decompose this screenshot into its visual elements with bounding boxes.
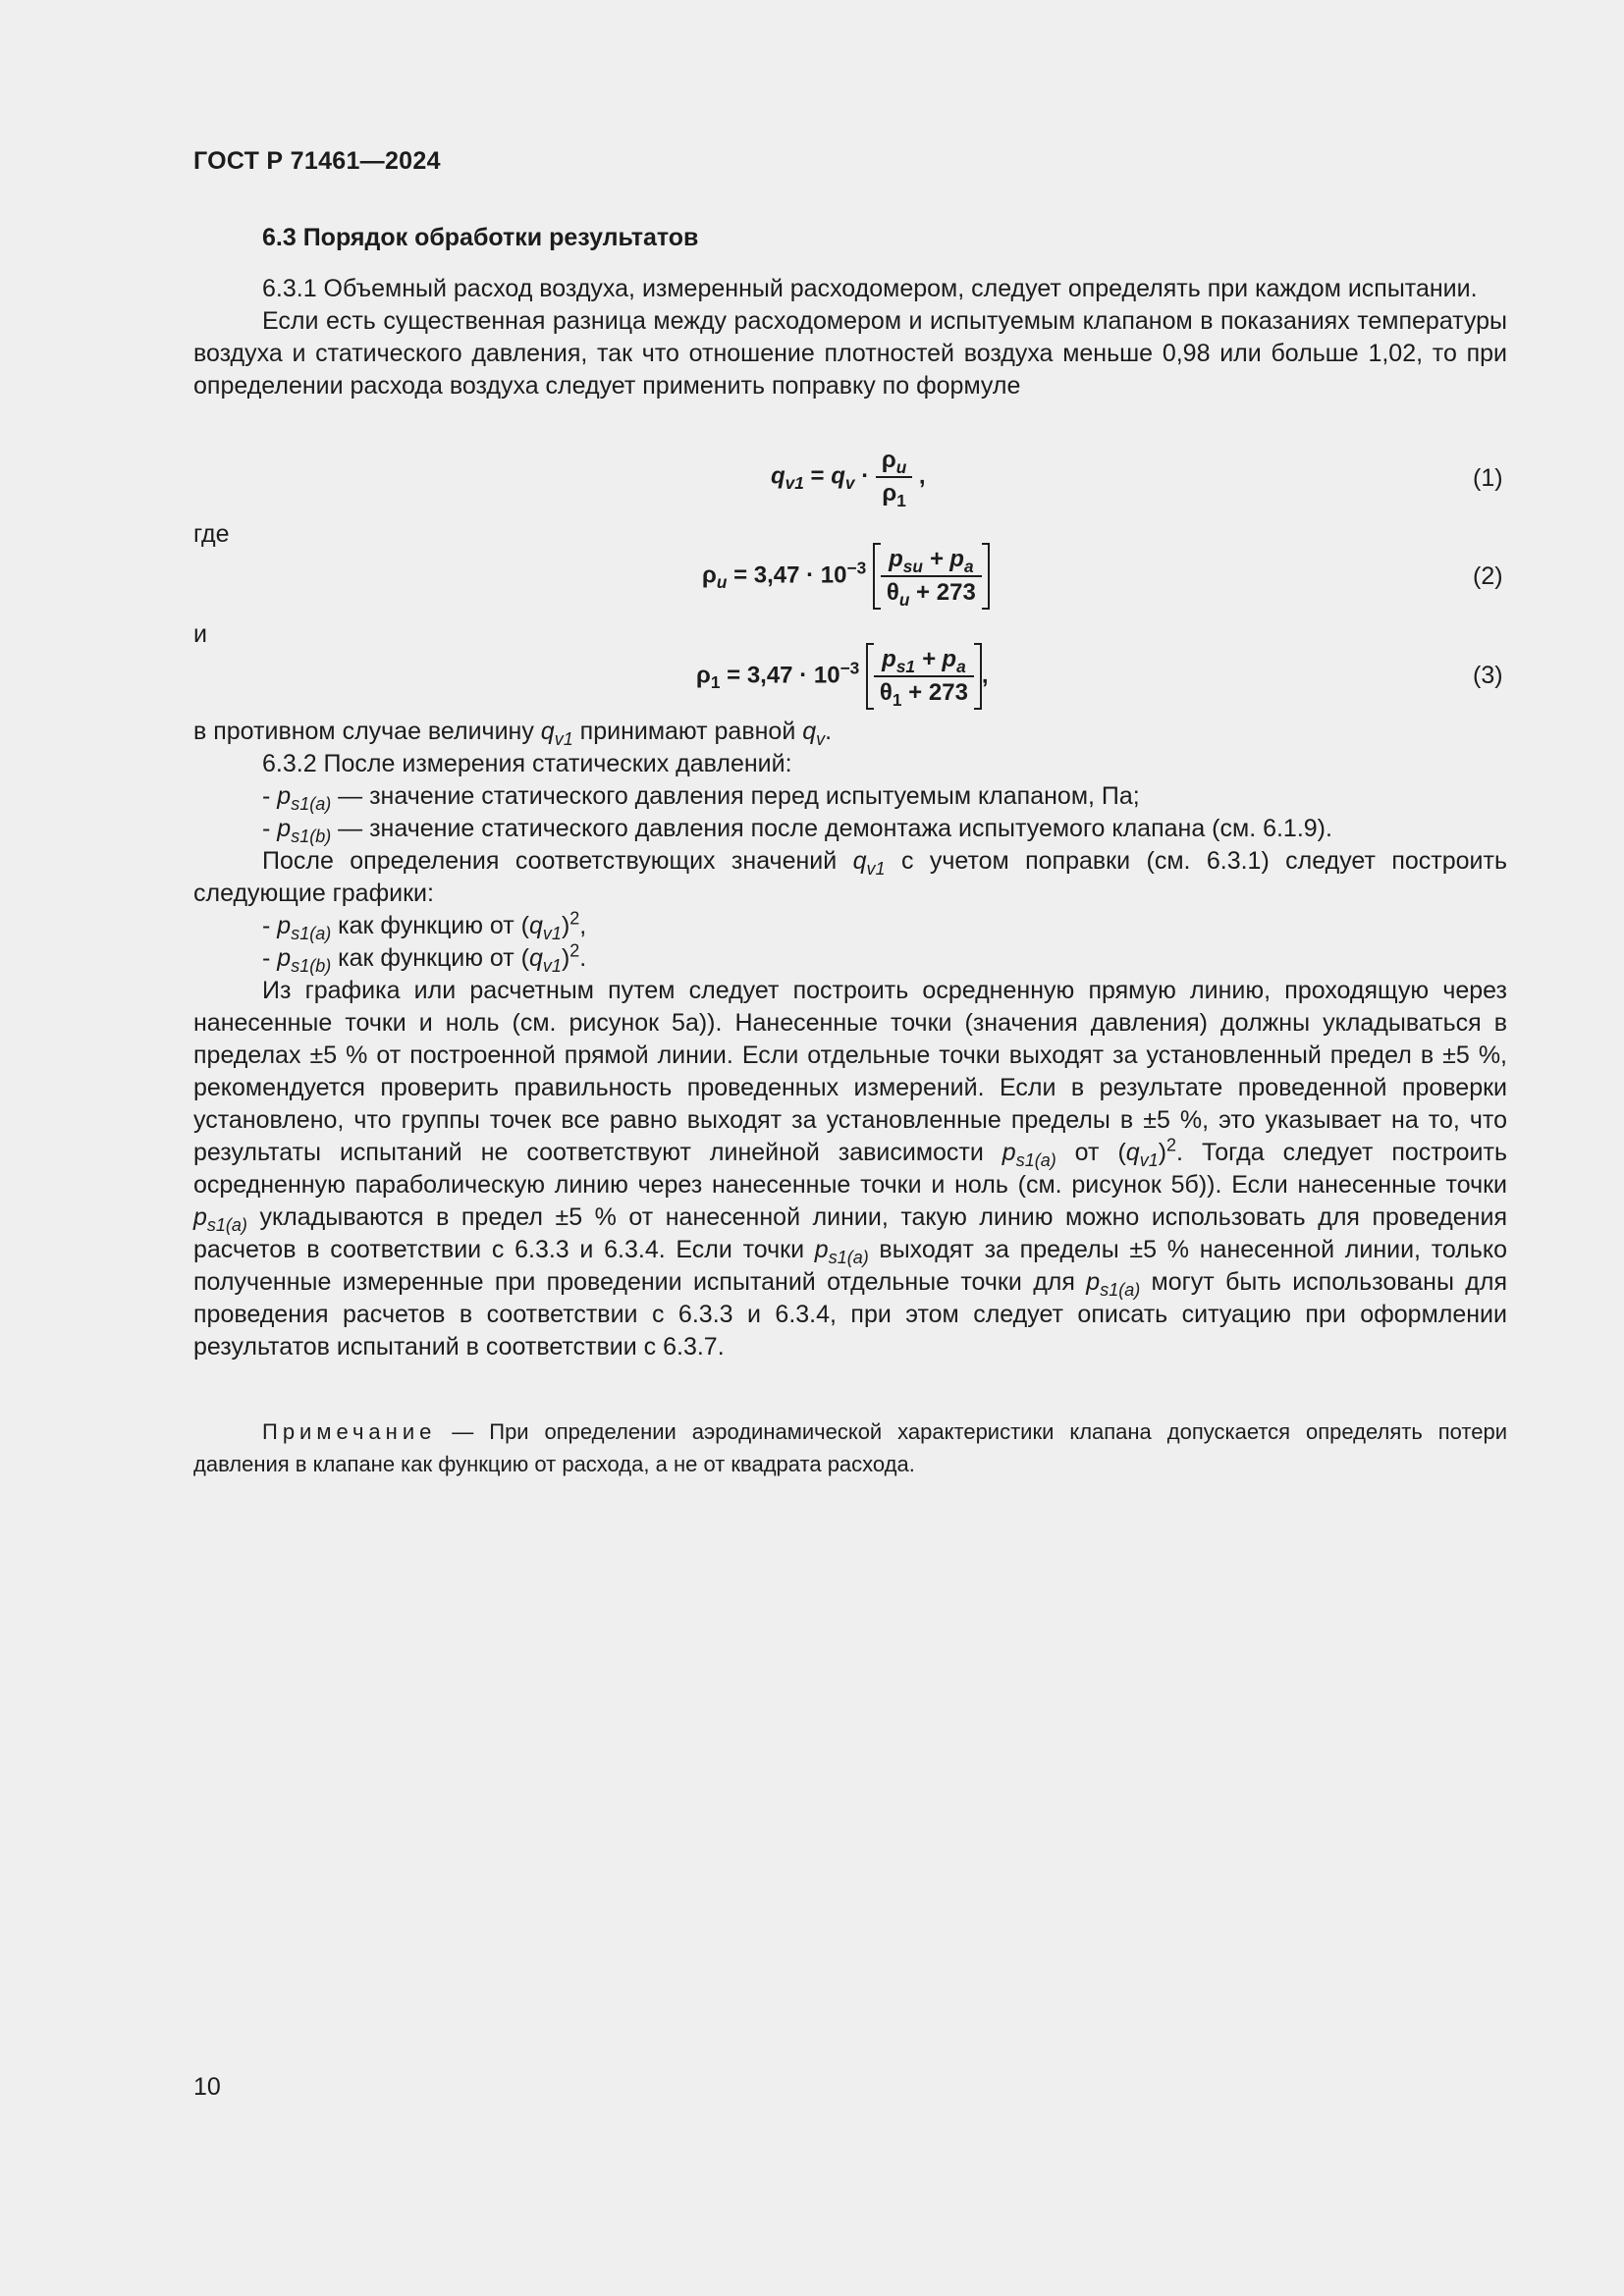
paragraph-density-correction: Если есть существенная разница между расходомером и испытуемым клапаном в показаниях температуры воздуха и статического давления, так что отношение плотностей воздуха меньше 0,98 или больше 1,02, то при определении расхода воздуха следует применить поправку по формуле [193, 307, 1507, 400]
left-bracket [873, 543, 881, 610]
list-item-graph-b: - $p_{s1(b)}$ как функцию от $(q_{v1})^2$. [262, 940, 587, 976]
right-bracket [982, 543, 990, 610]
note: Примечание — При определении аэродинамической характеристики клапана допускается определять потери давления в клапане как функцию от расхода, а не от квадрата расхода. [193, 1419, 1507, 1476]
and-label: и [193, 620, 207, 648]
formula-1-number: (1) [1473, 464, 1503, 492]
formula-3-number: (3) [1473, 662, 1503, 689]
left-bracket [866, 643, 874, 710]
paragraph-graph-analysis: Из графика или расчетным путем следует построить осредненную прямую линию, проходящую через нанесенные точки и ноль (см. рисунок 5а)). Нанесенные точки (значения давления) должны укладываться в пределах ±5 % от построенной прямой линии. Если отдельные точки выходят за установленный предел в ±5 %, рекомендуется проверить правильность проведенных измерений. Если в результате проведенной проверки установлено, что группы точек все равно выходят за установленные пределы в ±5 %, это указывает на то, что результаты испытаний не соответствуют линейной зависимости $p_{s1(a)}$ от $(q_{v1})^2$. Тогда следует построить осредненную параболическую линию через нанесенные точки и ноль (см. рисунок 5б)). Если нанесенные точки $p_{s1(a)}$ укладываются в предел ±5 % от нанесенной линии, такую линию можно использовать для проведения расчетов в соответствии с 6.3.3 и 6.3.4. Если точки $p_{s1(a)}$ выходят за пределы ±5 % нанесенной линии, только полученные измеренные при проведении испытаний отдельные точки для $p_{s1(a)}$ могут быть использованы для проведения расчетов в соответствии с 6.3.3 и 6.3.4, при этом следует описать ситуацию при оформлении результатов испытаний в соответствии с 6.3.7. [193, 977, 1508, 1361]
formula-3-fraction: $\frac{p_{s1} + p_a}{\theta_1 + 273}$ [874, 646, 974, 707]
list-item-ps1b: - $p_{s1(b)}$ — значение статического давления после демонтажа испытуемого клапана (см. 6.1.9). [262, 815, 1332, 846]
note-text: При определении аэродинамической характеристики клапана допускается определять потери давления в клапане как функцию от расхода, а не от квадрата расхода. [193, 1419, 1507, 1476]
paragraph-otherwise: в противном случае величину $q_{v1}$ принимают равной $q_v$. [193, 718, 833, 749]
body-block-1 [193, 273, 1507, 402]
paragraph-6-3-2: 6.3.2 После измерения статических давлений: [262, 750, 792, 777]
formula-1: $q_{v1} = q_v$ · $\frac{\rho_u}{\rho_1}$ , [771, 447, 926, 510]
paragraph-6-3-1: 6.3.1 Объемный расход воздуха, измеренный расходомером, следует определять при каждом испытании. [262, 275, 1478, 302]
body-block-2 [193, 716, 1507, 1363]
section-title: 6.3 Порядок обработки результатов [262, 224, 699, 251]
where-label: где [193, 520, 230, 548]
list-item-ps1a: - $p_{s1(a)}$ — значение статического давления перед испытуемым клапаном, Па; [262, 782, 1140, 814]
list-item-graph-a: - $p_{s1(a)}$ как функцию от $(q_{v1})^2$, [262, 908, 587, 943]
formula-3: $\rho_1 = 3,47 \cdot 10^{-3}$ $\frac{p_{s1} + p_a}{\theta_1 + 273}$ , [696, 643, 989, 710]
note-label: Примечание [262, 1419, 437, 1444]
formula-2-fraction: $\frac{p_{su} + p_a}{\theta_u + 273}$ [881, 546, 982, 607]
paragraph-after-determination: После определения соответствующих значений $q_{v1}$ с учетом поправки (см. 6.3.1) следует построить следующие графики: [193, 847, 1507, 907]
formula-2: $\rho_u = 3,47 \cdot 10^{-3}$ $\frac{p_{su} + p_a}{\theta_u + 273}$ [702, 543, 990, 610]
right-bracket [974, 643, 982, 710]
formula-1-fraction: $\frac{\rho_u}{\rho_1}$ [876, 447, 912, 507]
formula-2-number: (2) [1473, 562, 1503, 590]
standard-header: ГОСТ Р 71461—2024 [193, 147, 441, 175]
page-number: 10 [193, 2073, 221, 2101]
